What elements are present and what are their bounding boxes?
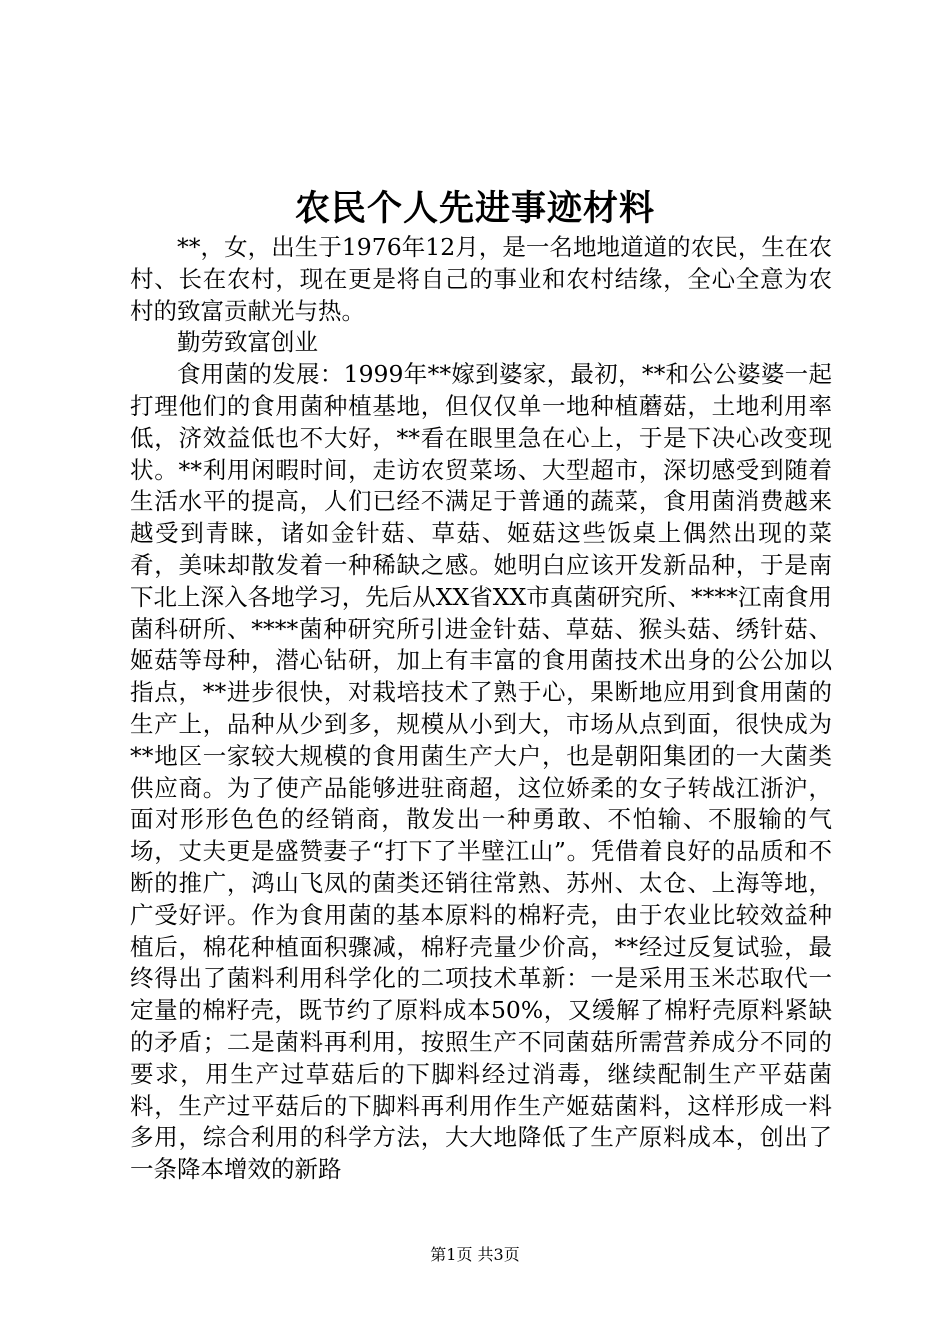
section-heading: 勤劳致富创业: [177, 328, 318, 357]
page-number-footer: 第1页 共3页: [430, 1245, 520, 1264]
document-body: [130, 232, 832, 1186]
page-title: 农民个人先进事迹材料: [294, 188, 655, 229]
paragraph-intro: **，女，出生于1976年12月，是一名地地道道的农民，生在农村、长在农村，现在更是将自己的事业和农村结缘，全心全意为农村的致富贡献光与热。: [130, 233, 832, 325]
paragraph-mushroom-development: 食用菌的发展：1999年**嫁到婆家，最初，**和公公婆婆一起打理他们的食用菌种植基地，但仅仅单一地种植蘑菇，土地利用率低，济效益低也不大好，**看在眼里急在心上，于是下决心改变现状。**利用闲暇时间，走访农贸菜场、大型超市，深切感受到随着生活水平的提高，人们已经不满足于普通的蔬菜，食用菌消费越来越受到青睐，诸如金针菇、草菇、姬菇这些饭桌上偶然出现的菜肴，美味却散发着一种稀缺之感。她明白应该开发新品种，于是南下北上深入各地学习，先后从XX省XX市真菌研究所、****江南食用菌科研所、****菌种研究所引进金针菇、草菇、猴头菇、绣针菇、姬菇等母种，潜心钻研，加上有丰富的食用菌技术出身的公公加以指点，**进步很快，对栽培技术了熟于心，果断地应用到食用菌的生产上，品种从少到多，规模从小到大，市场从点到面，很快成为**地区一家较大规模的食用菌生产大户，也是朝阳集团的一大菌类供应商。为了使产品能够进驻商超，这位娇柔的女子转战江浙沪，面对形形色色的经销商，散发出一种勇敢、不怕输、不服输的气场，丈夫更是盛赞妻子“打下了半壁江山”。凭借着良好的品质和不断的推广，鸿山飞凤的菌类还销往常熟、苏州、太仓、上海等地，广受好评。作为食用菌的基本原料的棉籽壳，由于农业比较效益种植后，棉花种植面积骤减，棉籽壳量少价高，**经过反复试验，最终得出了菌料利用科学化的二项技术革新：一是采用玉米芯取代一定量的棉籽壳，既节约了原料成本50%，又缓解了棉籽壳原料紧缺的矛盾；二是菌料再利用，按照生产不同菌菇所需营养成分不同的要求，用生产过草菇后的下脚料经过消毒，继续配制生产平菇菌料，生产过平菇后的下脚料再利用作生产姬菇菌料，这样形成一料多用，综合利用的科学方法，大大地降低了生产原料成本，创出了一条降本增效的新路: [130, 360, 832, 1184]
